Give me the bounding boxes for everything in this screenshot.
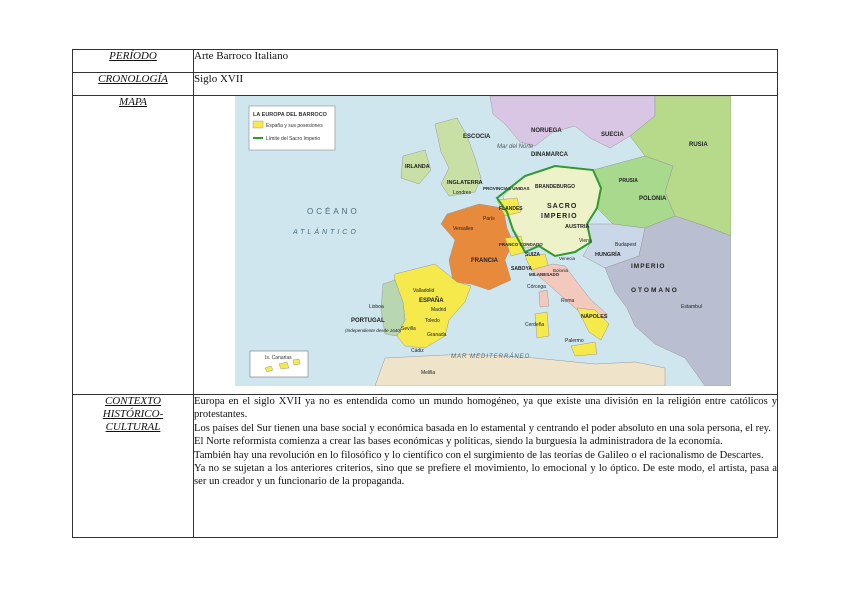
map-cell — [194, 96, 778, 395]
contexto-paragraph-3: El Norte reformista comienza a crear las bases económicas y políticas, siendo la burguesía la administradora de la economía. — [194, 436, 723, 448]
label-provincias: PROVINCIAS UNIDAS — [483, 186, 530, 191]
label-granada: Granada — [427, 332, 447, 338]
value-periodo: Arte Barroco Italiano — [194, 50, 778, 73]
label-franco-condado: FRANCO CONDADO — [499, 242, 543, 247]
label-toledo: Toledo — [425, 318, 440, 324]
label-roma: Roma — [561, 298, 575, 304]
map-svg — [235, 96, 731, 386]
label-escocia: ESCOCIA — [463, 134, 491, 140]
contexto-paragraph-1: Europa en el siglo XVII ya no es entendida como un mundo homogéneo, ya que existe una división en la religión entre católicos y protestantes. — [194, 396, 777, 421]
label-polonia: POLONIA — [639, 196, 667, 202]
label-oceano: OCÉANO — [307, 207, 360, 216]
legend-item-border: Límite del Sacro Imperio — [266, 136, 321, 142]
label-budapest: Budapest — [615, 242, 637, 248]
label-valladolid: Valladolid — [413, 288, 435, 294]
label-contexto — [73, 395, 194, 538]
label-cadiz: Cádiz — [411, 348, 424, 354]
label-contexto-line-3: CULTURAL — [105, 421, 161, 433]
label-paris: París — [483, 216, 495, 222]
label-mar-med: MAR MEDITERRÁNEO — [451, 354, 531, 360]
label-austria: AUSTRIA — [565, 224, 590, 230]
label-lisboa: Lisboa — [369, 304, 384, 310]
label-sevilla: Sevilla — [401, 326, 416, 332]
label-milanesado: MILANESADO — [529, 272, 560, 277]
row-periodo — [73, 50, 778, 73]
label-periodo: PERÍODO — [73, 50, 194, 73]
row-contexto — [73, 395, 778, 538]
label-bolonia: Bolonia — [553, 268, 569, 273]
row-cronologia — [73, 73, 778, 96]
label-hungria: HUNGRÍA — [595, 252, 621, 258]
label-palermo: Palermo — [565, 338, 584, 344]
label-contexto-line-1: CONTEXTO — [104, 395, 162, 407]
label-imperio: IMPERIO — [541, 213, 578, 220]
value-cronologia: Siglo XVII — [194, 73, 778, 96]
label-suiza: SUIZA — [525, 252, 540, 258]
label-portugal: PORTUGAL — [351, 318, 385, 324]
europe-baroque-map — [235, 96, 731, 386]
label-londres: Londres — [453, 190, 472, 196]
label-rusia: RUSIA — [689, 142, 708, 148]
label-contexto-line-2: HISTÓRICO- — [102, 408, 164, 420]
legend-item-spain: España y sus posesiones — [266, 123, 323, 129]
label-espana: ESPAÑA — [419, 298, 444, 304]
label-prusia: PRUSIA — [619, 178, 638, 184]
label-cronologia: CRONOLOGÍA — [73, 73, 194, 96]
label-melilla: Melilla — [421, 370, 436, 376]
label-sacro: SACRO — [547, 203, 578, 210]
label-suecia: SUECIA — [601, 132, 624, 138]
label-imperio-otomano-2: OTOMANO — [631, 287, 679, 294]
label-venecia: Venecia — [559, 256, 576, 261]
label-irlanda: IRLANDA — [405, 164, 430, 170]
contexto-paragraph-2: Los países del Sur tienen una base social y económica basada en lo estamental y centrando el poder absoluto en una sola persona, el rey. — [194, 422, 772, 434]
label-viena: Viena — [579, 238, 592, 244]
label-atlantico: ATLÁNTICO — [293, 229, 359, 236]
contexto-paragraph-4: También hay una revolución en lo filosófico y lo científico con el surgimiento de las teorías de Galileo o el racionalismo de Descartes. — [194, 449, 764, 461]
label-mar-norte: Mar del Norte — [497, 144, 534, 150]
label-corcega: Córcega — [527, 284, 546, 290]
label-versalles: Versalles — [453, 226, 474, 232]
label-inglaterra: INGLATERRA — [447, 180, 483, 186]
label-madrid: Madrid — [431, 307, 447, 313]
value-contexto — [194, 395, 778, 538]
legend-title: LA EUROPA DEL BARROCO — [253, 112, 327, 118]
label-mapa: MAPA — [73, 96, 194, 395]
label-flandes: FLANDES — [499, 206, 523, 212]
label-saboya: SABOYA — [511, 266, 532, 272]
canarias-label: Is. Canarias — [265, 355, 292, 361]
label-brandeburgo: BRANDEBURGO — [535, 184, 575, 190]
legend-swatch-spain — [253, 121, 263, 128]
label-napoles: NÁPOLES — [581, 314, 608, 320]
label-estambul: Estambul — [681, 304, 702, 310]
document-table — [72, 49, 778, 538]
label-independiente: (Independiente desde 1640) — [345, 328, 402, 333]
row-mapa — [73, 96, 778, 395]
label-imperio-otomano-1: IMPERIO — [631, 263, 666, 270]
corsica-shape — [539, 290, 549, 307]
label-noruega: NORUEGA — [531, 128, 562, 134]
contexto-paragraph-5: Ya no se sujetan a los anteriores criterios, sino que se prefiere el movimiento, lo emocional y lo óptico. De este modo, el artista, pasa a ser un creador y un funcionario de la propaganda. — [194, 463, 777, 488]
label-francia: FRANCIA — [471, 258, 498, 264]
label-dinamarca: DINAMARCA — [531, 152, 568, 158]
label-cerdena: Cerdeña — [525, 322, 545, 328]
